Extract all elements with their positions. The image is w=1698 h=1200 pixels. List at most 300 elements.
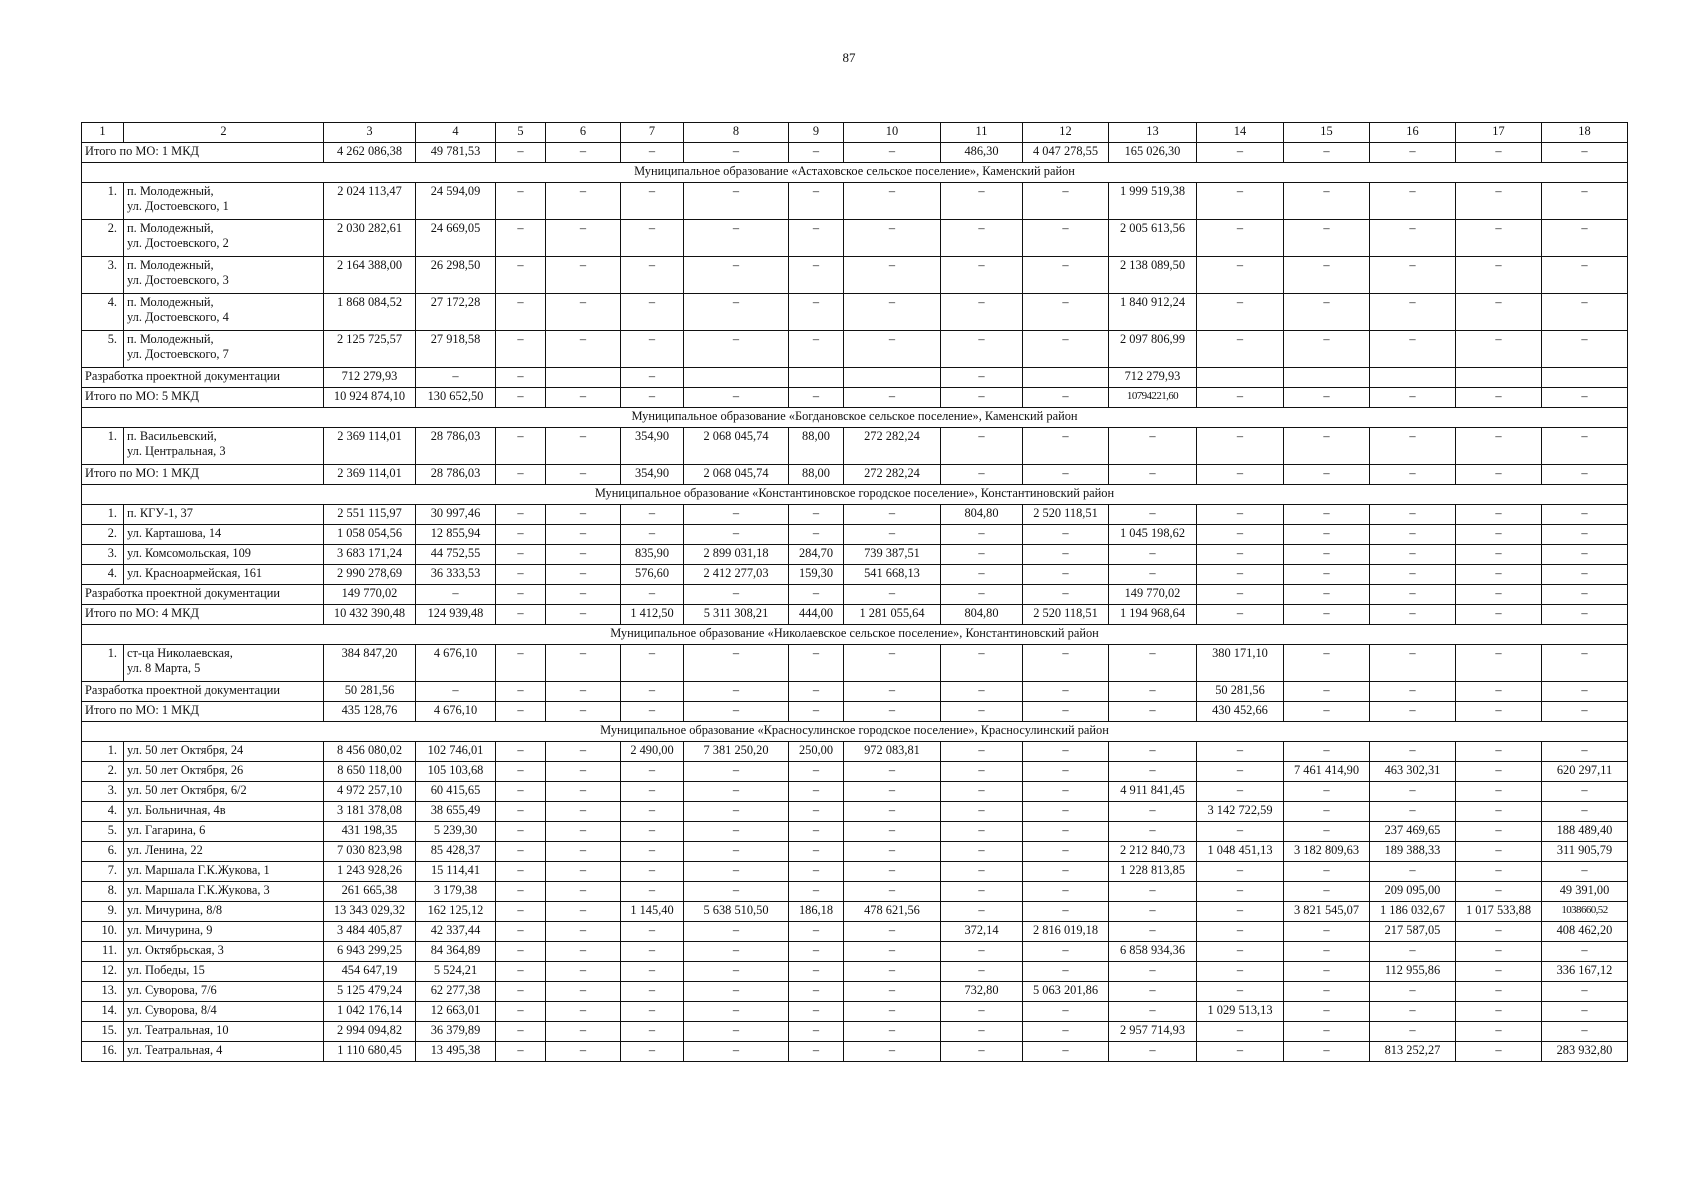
value-cell: –: [1109, 645, 1197, 682]
value-cell: –: [1197, 1022, 1284, 1042]
row-label: Итого по МО: 1 МКД: [82, 143, 324, 163]
value-cell: –: [546, 782, 621, 802]
value-cell: –: [844, 782, 941, 802]
column-number: 10: [844, 123, 941, 143]
value-cell: –: [789, 862, 844, 882]
value-cell: –: [684, 682, 789, 702]
value-cell: 8 456 080,02: [324, 742, 416, 762]
value-cell: 430 452,66: [1197, 702, 1284, 722]
value-cell: –: [1023, 942, 1109, 962]
value-cell: –: [546, 388, 621, 408]
value-cell: –: [1197, 822, 1284, 842]
address-line: п. Молодежный,: [127, 184, 214, 198]
value-cell: –: [1284, 220, 1370, 257]
section-title: Муниципальное образование «Астаховское сельское поселение», Каменский район: [82, 163, 1628, 183]
value-cell: –: [1456, 257, 1542, 294]
value-cell: –: [684, 1022, 789, 1042]
value-cell: –: [546, 220, 621, 257]
value-cell: –: [844, 862, 941, 882]
value-cell: 5 125 479,24: [324, 982, 416, 1002]
value-cell: 2 068 045,74: [684, 465, 789, 485]
value-cell: –: [1109, 982, 1197, 1002]
value-cell: –: [496, 565, 546, 585]
address-cell: [124, 802, 324, 822]
value-cell: –: [844, 331, 941, 368]
column-number: 5: [496, 123, 546, 143]
value-cell: –: [1023, 862, 1109, 882]
address-line: п. Молодежный,: [127, 221, 214, 235]
table-row: [82, 942, 1628, 962]
value-cell: –: [1109, 742, 1197, 762]
value-cell: 2 994 094,82: [324, 1022, 416, 1042]
value-cell: –: [496, 782, 546, 802]
address-line: п. Молодежный,: [127, 295, 214, 309]
value-cell: 261 665,38: [324, 882, 416, 902]
table-row: [82, 782, 1628, 802]
value-cell: –: [1456, 428, 1542, 465]
value-cell: 12 663,01: [416, 1002, 496, 1022]
value-cell: –: [1370, 942, 1456, 962]
row-index: 2.: [82, 525, 124, 545]
value-cell: –: [684, 585, 789, 605]
value-cell: –: [789, 331, 844, 368]
value-cell: –: [1370, 545, 1456, 565]
value-cell: –: [684, 143, 789, 163]
value-cell: –: [1542, 862, 1628, 882]
value-cell: –: [1284, 742, 1370, 762]
address-cell: [124, 742, 324, 762]
value-cell: –: [496, 762, 546, 782]
value-cell: –: [546, 525, 621, 545]
total-row: [82, 465, 1628, 485]
value-cell: 2 024 113,47: [324, 183, 416, 220]
value-cell: 804,80: [941, 605, 1023, 625]
value-cell: –: [1109, 762, 1197, 782]
value-cell: 835,90: [621, 545, 684, 565]
value-cell: 463 302,31: [1370, 762, 1456, 782]
value-cell: –: [621, 220, 684, 257]
value-cell: –: [844, 585, 941, 605]
value-cell: –: [546, 585, 621, 605]
value-cell: –: [1370, 428, 1456, 465]
value-cell: 189 388,33: [1370, 842, 1456, 862]
row-index: 8.: [82, 882, 124, 902]
value-cell: –: [1370, 505, 1456, 525]
total-row: [82, 368, 1628, 388]
value-cell: –: [789, 882, 844, 902]
value-cell: –: [416, 585, 496, 605]
value-cell: 124 939,48: [416, 605, 496, 625]
value-cell: –: [1456, 585, 1542, 605]
value-cell: –: [789, 1042, 844, 1062]
column-number-row: [82, 123, 1628, 143]
value-cell: –: [1284, 585, 1370, 605]
value-cell: –: [1370, 294, 1456, 331]
value-cell: –: [1197, 982, 1284, 1002]
address-line: ул. Маршала Г.К.Жукова, 3: [127, 883, 270, 897]
value-cell: 1 029 513,13: [1197, 1002, 1284, 1022]
value-cell: 13 343 029,32: [324, 902, 416, 922]
value-cell: –: [1370, 645, 1456, 682]
value-cell: –: [1109, 505, 1197, 525]
value-cell: –: [1023, 782, 1109, 802]
value-cell: –: [1370, 257, 1456, 294]
value-cell: 4 911 841,45: [1109, 782, 1197, 802]
value-cell: –: [1456, 802, 1542, 822]
value-cell: 1 058 054,56: [324, 525, 416, 545]
column-number: 2: [124, 123, 324, 143]
value-cell: 1 281 055,64: [844, 605, 941, 625]
value-cell: –: [1023, 331, 1109, 368]
value-cell: –: [941, 842, 1023, 862]
column-number: 11: [941, 123, 1023, 143]
table-row: [82, 982, 1628, 1002]
value-cell: –: [941, 1002, 1023, 1022]
row-label: Итого по МО: 1 МКД: [82, 465, 324, 485]
value-cell: –: [1197, 257, 1284, 294]
value-cell: 27 918,58: [416, 331, 496, 368]
value-cell: –: [1542, 294, 1628, 331]
value-cell: –: [1456, 294, 1542, 331]
value-cell: –: [1284, 257, 1370, 294]
value-cell: –: [546, 545, 621, 565]
address-line: ул. Карташова, 14: [127, 526, 222, 540]
table-row: [82, 842, 1628, 862]
value-cell: –: [496, 1022, 546, 1042]
value-cell: –: [1023, 762, 1109, 782]
value-cell: –: [546, 183, 621, 220]
value-cell: –: [546, 802, 621, 822]
value-cell: –: [1109, 682, 1197, 702]
value-cell: –: [1284, 331, 1370, 368]
row-index: 13.: [82, 982, 124, 1002]
total-row: [82, 585, 1628, 605]
value-cell: 2 899 031,18: [684, 545, 789, 565]
value-cell: 50 281,56: [1197, 682, 1284, 702]
value-cell: –: [789, 682, 844, 702]
value-cell: –: [1542, 605, 1628, 625]
value-cell: –: [1023, 525, 1109, 545]
value-cell: –: [496, 942, 546, 962]
value-cell: 50 281,56: [324, 682, 416, 702]
value-cell: –: [1456, 702, 1542, 722]
value-cell: 10 432 390,48: [324, 605, 416, 625]
value-cell: –: [789, 585, 844, 605]
value-cell: –: [684, 702, 789, 722]
value-cell: –: [789, 802, 844, 822]
value-cell: 60 415,65: [416, 782, 496, 802]
value-cell: [1370, 368, 1456, 388]
value-cell: 7 030 823,98: [324, 842, 416, 862]
value-cell: 1 228 813,85: [1109, 862, 1197, 882]
value-cell: –: [1542, 220, 1628, 257]
value-cell: 4 972 257,10: [324, 782, 416, 802]
value-cell: –: [496, 1042, 546, 1062]
value-cell: –: [621, 922, 684, 942]
address-cell: [124, 428, 324, 465]
value-cell: –: [1284, 822, 1370, 842]
value-cell: –: [546, 1002, 621, 1022]
column-number: 13: [1109, 123, 1197, 143]
value-cell: –: [941, 822, 1023, 842]
total-row: [82, 143, 1628, 163]
value-cell: –: [1284, 942, 1370, 962]
value-cell: –: [621, 505, 684, 525]
value-cell: 44 752,55: [416, 545, 496, 565]
value-cell: –: [1456, 882, 1542, 902]
value-cell: –: [1284, 962, 1370, 982]
value-cell: –: [546, 882, 621, 902]
value-cell: –: [684, 220, 789, 257]
value-cell: –: [546, 942, 621, 962]
address-cell: [124, 942, 324, 962]
value-cell: –: [1456, 388, 1542, 408]
value-cell: –: [789, 183, 844, 220]
value-cell: –: [844, 962, 941, 982]
value-cell: –: [684, 782, 789, 802]
row-label: Итого по МО: 4 МКД: [82, 605, 324, 625]
value-cell: –: [546, 922, 621, 942]
value-cell: –: [496, 331, 546, 368]
table-row: [82, 1022, 1628, 1042]
value-cell: –: [546, 331, 621, 368]
value-cell: 3 484 405,87: [324, 922, 416, 942]
value-cell: –: [1284, 525, 1370, 545]
value-cell: –: [1023, 645, 1109, 682]
address-line: ул. 50 лет Октября, 6/2: [127, 783, 247, 797]
value-cell: –: [621, 822, 684, 842]
value-cell: –: [1197, 1042, 1284, 1062]
table-row: [82, 428, 1628, 465]
value-cell: 28 786,03: [416, 465, 496, 485]
value-cell: –: [1456, 1042, 1542, 1062]
value-cell: –: [844, 802, 941, 822]
value-cell: –: [844, 645, 941, 682]
value-cell: –: [496, 465, 546, 485]
value-cell: 620 297,11: [1542, 762, 1628, 782]
value-cell: –: [941, 862, 1023, 882]
address-line: п. Молодежный,: [127, 258, 214, 272]
value-cell: 272 282,24: [844, 428, 941, 465]
value-cell: 42 337,44: [416, 922, 496, 942]
value-cell: 88,00: [789, 428, 844, 465]
value-cell: 10794221,60: [1109, 388, 1197, 408]
value-cell: –: [621, 702, 684, 722]
value-cell: 3 182 809,63: [1284, 842, 1370, 862]
row-label: Итого по МО: 5 МКД: [82, 388, 324, 408]
value-cell: –: [1284, 183, 1370, 220]
value-cell: –: [941, 882, 1023, 902]
value-cell: –: [621, 1042, 684, 1062]
value-cell: –: [1197, 545, 1284, 565]
value-cell: 162 125,12: [416, 902, 496, 922]
value-cell: –: [1109, 1002, 1197, 1022]
value-cell: –: [1023, 465, 1109, 485]
value-cell: –: [1542, 525, 1628, 545]
value-cell: –: [621, 782, 684, 802]
value-cell: 354,90: [621, 428, 684, 465]
value-cell: –: [1542, 388, 1628, 408]
address-cell: [124, 331, 324, 368]
value-cell: –: [546, 1042, 621, 1062]
value-cell: –: [789, 762, 844, 782]
value-cell: –: [1197, 220, 1284, 257]
value-cell: –: [844, 220, 941, 257]
value-cell: –: [941, 257, 1023, 294]
row-index: 1.: [82, 183, 124, 220]
column-number: 18: [1542, 123, 1628, 143]
value-cell: –: [1197, 942, 1284, 962]
value-cell: –: [621, 842, 684, 862]
value-cell: [1456, 368, 1542, 388]
value-cell: 36 379,89: [416, 1022, 496, 1042]
value-cell: –: [1023, 585, 1109, 605]
value-cell: 444,00: [789, 605, 844, 625]
address-cell: [124, 862, 324, 882]
value-cell: 4 676,10: [416, 702, 496, 722]
value-cell: –: [1456, 842, 1542, 862]
value-cell: –: [546, 143, 621, 163]
value-cell: –: [1542, 257, 1628, 294]
row-label: Разработка проектной документации: [82, 585, 324, 605]
value-cell: –: [1370, 183, 1456, 220]
value-cell: –: [1109, 1042, 1197, 1062]
row-index: 14.: [82, 1002, 124, 1022]
value-cell: –: [684, 862, 789, 882]
value-cell: –: [1197, 183, 1284, 220]
value-cell: –: [844, 1022, 941, 1042]
value-cell: –: [1023, 962, 1109, 982]
address-line: ул. 50 лет Октября, 26: [127, 763, 244, 777]
row-index: 1.: [82, 505, 124, 525]
value-cell: 1 042 176,14: [324, 1002, 416, 1022]
table-row: [82, 762, 1628, 782]
value-cell: 15 114,41: [416, 862, 496, 882]
value-cell: –: [1370, 742, 1456, 762]
value-cell: –: [546, 862, 621, 882]
value-cell: –: [1542, 505, 1628, 525]
value-cell: –: [496, 220, 546, 257]
value-cell: –: [844, 257, 941, 294]
page-number: 87: [842, 50, 856, 65]
address-cell: [124, 782, 324, 802]
row-index: 4.: [82, 294, 124, 331]
value-cell: –: [416, 368, 496, 388]
value-cell: –: [1542, 585, 1628, 605]
value-cell: –: [1023, 822, 1109, 842]
value-cell: 188 489,40: [1542, 822, 1628, 842]
value-cell: –: [684, 1042, 789, 1062]
value-cell: 2 030 282,61: [324, 220, 416, 257]
value-cell: –: [941, 545, 1023, 565]
value-cell: –: [621, 525, 684, 545]
address-cell: [124, 902, 324, 922]
value-cell: –: [1197, 585, 1284, 605]
value-cell: –: [621, 1022, 684, 1042]
value-cell: 149 770,02: [1109, 585, 1197, 605]
table-row: [82, 902, 1628, 922]
value-cell: –: [941, 942, 1023, 962]
value-cell: –: [1284, 782, 1370, 802]
row-index: 12.: [82, 962, 124, 982]
value-cell: –: [1109, 822, 1197, 842]
value-cell: –: [1023, 682, 1109, 702]
value-cell: –: [1456, 565, 1542, 585]
value-cell: –: [1370, 702, 1456, 722]
value-cell: –: [941, 742, 1023, 762]
value-cell: 2 369 114,01: [324, 465, 416, 485]
value-cell: 1 145,40: [621, 902, 684, 922]
address-line: п. Васильевский,: [127, 429, 217, 443]
value-cell: 2 212 840,73: [1109, 842, 1197, 862]
value-cell: –: [1370, 782, 1456, 802]
value-cell: 49 781,53: [416, 143, 496, 163]
value-cell: –: [684, 388, 789, 408]
value-cell: –: [1023, 428, 1109, 465]
value-cell: –: [621, 882, 684, 902]
address-line: ст-ца Николаевская,: [127, 646, 233, 660]
value-cell: –: [1284, 1002, 1370, 1022]
value-cell: –: [1109, 465, 1197, 485]
row-label: Разработка проектной документации: [82, 368, 324, 388]
column-number: 14: [1197, 123, 1284, 143]
value-cell: [1023, 368, 1109, 388]
value-cell: –: [941, 465, 1023, 485]
value-cell: 431 198,35: [324, 822, 416, 842]
value-cell: 3 821 545,07: [1284, 902, 1370, 922]
address-cell: [124, 822, 324, 842]
value-cell: –: [1197, 565, 1284, 585]
value-cell: 3 181 378,08: [324, 802, 416, 822]
row-index: 16.: [82, 1042, 124, 1062]
value-cell: –: [1284, 882, 1370, 902]
value-cell: –: [1023, 842, 1109, 862]
value-cell: –: [1284, 428, 1370, 465]
address-cell: [124, 183, 324, 220]
value-cell: 13 495,38: [416, 1042, 496, 1062]
table-row: [82, 962, 1628, 982]
column-number: 8: [684, 123, 789, 143]
value-cell: –: [844, 294, 941, 331]
value-cell: –: [546, 565, 621, 585]
value-cell: –: [1456, 465, 1542, 485]
value-cell: –: [844, 1002, 941, 1022]
value-cell: –: [1370, 802, 1456, 822]
value-cell: [1542, 368, 1628, 388]
value-cell: –: [546, 1022, 621, 1042]
value-cell: –: [844, 822, 941, 842]
value-cell: –: [546, 702, 621, 722]
value-cell: 1 194 968,64: [1109, 605, 1197, 625]
value-cell: 2 490,00: [621, 742, 684, 762]
value-cell: –: [844, 702, 941, 722]
value-cell: –: [1284, 1042, 1370, 1062]
value-cell: 6 943 299,25: [324, 942, 416, 962]
value-cell: 372,14: [941, 922, 1023, 942]
table-row: [82, 525, 1628, 545]
value-cell: 1 243 928,26: [324, 862, 416, 882]
value-cell: –: [941, 388, 1023, 408]
value-cell: –: [1456, 782, 1542, 802]
value-cell: –: [1456, 505, 1542, 525]
value-cell: –: [1284, 862, 1370, 882]
value-cell: –: [621, 682, 684, 702]
value-cell: –: [684, 331, 789, 368]
value-cell: –: [941, 645, 1023, 682]
value-cell: –: [1542, 645, 1628, 682]
value-cell: –: [1023, 902, 1109, 922]
value-cell: –: [1197, 742, 1284, 762]
